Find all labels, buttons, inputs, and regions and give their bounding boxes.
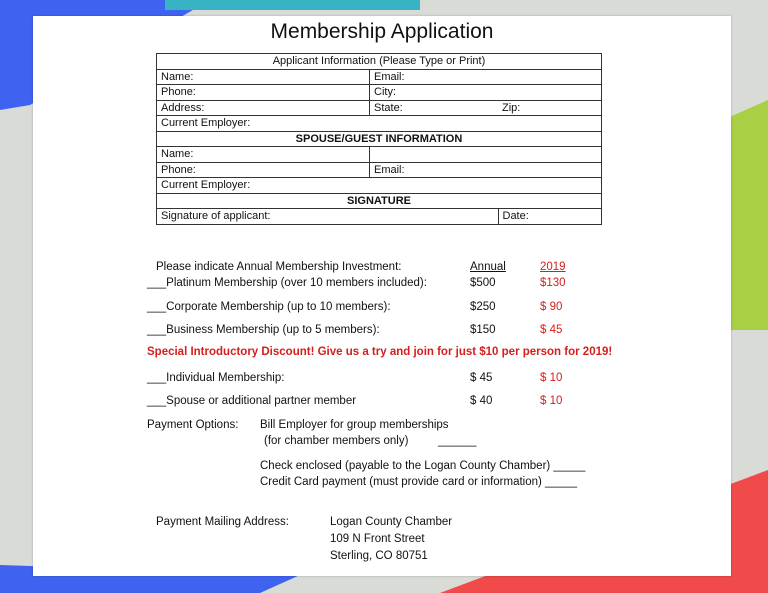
corporate-year-price: $ 90 — [540, 301, 563, 313]
corporate-option[interactable]: ___Corporate Membership (up to 10 members): — [147, 301, 391, 313]
spouse-annual-price: $ 40 — [470, 395, 493, 407]
spouse-name-field[interactable]: Name: — [157, 147, 370, 163]
zip-field[interactable]: Zip: — [498, 100, 602, 116]
name-field[interactable]: Name: — [157, 69, 370, 85]
payment-options-label: Payment Options: — [147, 419, 239, 431]
platinum-option[interactable]: ___Platinum Membership (over 10 members included): — [147, 277, 427, 289]
spouse-phone-field[interactable]: Phone: — [157, 162, 370, 178]
city-field[interactable]: City: — [370, 85, 602, 101]
spouse-employer-field[interactable]: Current Employer: — [157, 178, 602, 194]
corporate-annual-price: $250 — [470, 301, 496, 313]
check-option[interactable]: Check enclosed (payable to the Logan County Chamber) _____ — [260, 460, 586, 472]
special-discount-notice: Special Introductory Discount! Give us a try and join for just $10 per person for 2019! — [147, 346, 613, 358]
spouse-option[interactable]: ___Spouse or additional partner member — [147, 395, 357, 407]
application-page — [33, 16, 731, 576]
applicant-header: Applicant Information (Please Type or Print) — [157, 54, 602, 70]
employer-field[interactable]: Current Employer: — [157, 116, 602, 132]
individual-year-price: $ 10 — [540, 372, 563, 384]
phone-field[interactable]: Phone: — [157, 85, 370, 101]
applicant-form-table — [156, 53, 602, 225]
platinum-annual-price: $500 — [470, 277, 496, 289]
mailing-line-3: Sterling, CO 80751 — [330, 550, 428, 562]
teal-band-top — [165, 0, 420, 10]
email-field[interactable]: Email: — [370, 69, 602, 85]
business-year-price: $ 45 — [540, 324, 563, 336]
platinum-year-price: $130 — [540, 277, 566, 289]
annual-column-header: Annual — [470, 261, 506, 273]
individual-option[interactable]: ___Individual Membership: — [147, 372, 285, 384]
page-title: Membership Application — [270, 20, 494, 43]
bill-employer-blank[interactable]: ______ — [438, 435, 477, 447]
individual-annual-price: $ 45 — [470, 372, 493, 384]
address-field[interactable]: Address: — [157, 100, 370, 116]
spouse-email-field[interactable]: Email: — [370, 162, 602, 178]
business-option[interactable]: ___Business Membership (up to 5 members): — [147, 324, 380, 336]
signature-field[interactable]: Signature of applicant: — [157, 209, 499, 225]
bill-employer-note: (for chamber members only) — [264, 435, 409, 447]
spouse-blank-field[interactable] — [370, 147, 602, 163]
credit-card-option[interactable]: Credit Card payment (must provide card or information) _____ — [260, 476, 578, 488]
signature-header: SIGNATURE — [157, 193, 602, 209]
business-annual-price: $150 — [470, 324, 496, 336]
bill-employer-option[interactable]: Bill Employer for group memberships — [260, 419, 449, 431]
membership-intro: Please indicate Annual Membership Investment: — [156, 261, 402, 273]
mailing-address-label: Payment Mailing Address: — [156, 516, 289, 528]
state-field[interactable]: State: — [370, 100, 499, 116]
mailing-line-2: 109 N Front Street — [330, 533, 425, 545]
year-column-header: 2019 — [540, 261, 566, 273]
spouse-year-price: $ 10 — [540, 395, 563, 407]
mailing-line-1: Logan County Chamber — [330, 516, 453, 528]
spouse-header: SPOUSE/GUEST INFORMATION — [157, 131, 602, 147]
date-field[interactable]: Date: — [498, 209, 602, 225]
